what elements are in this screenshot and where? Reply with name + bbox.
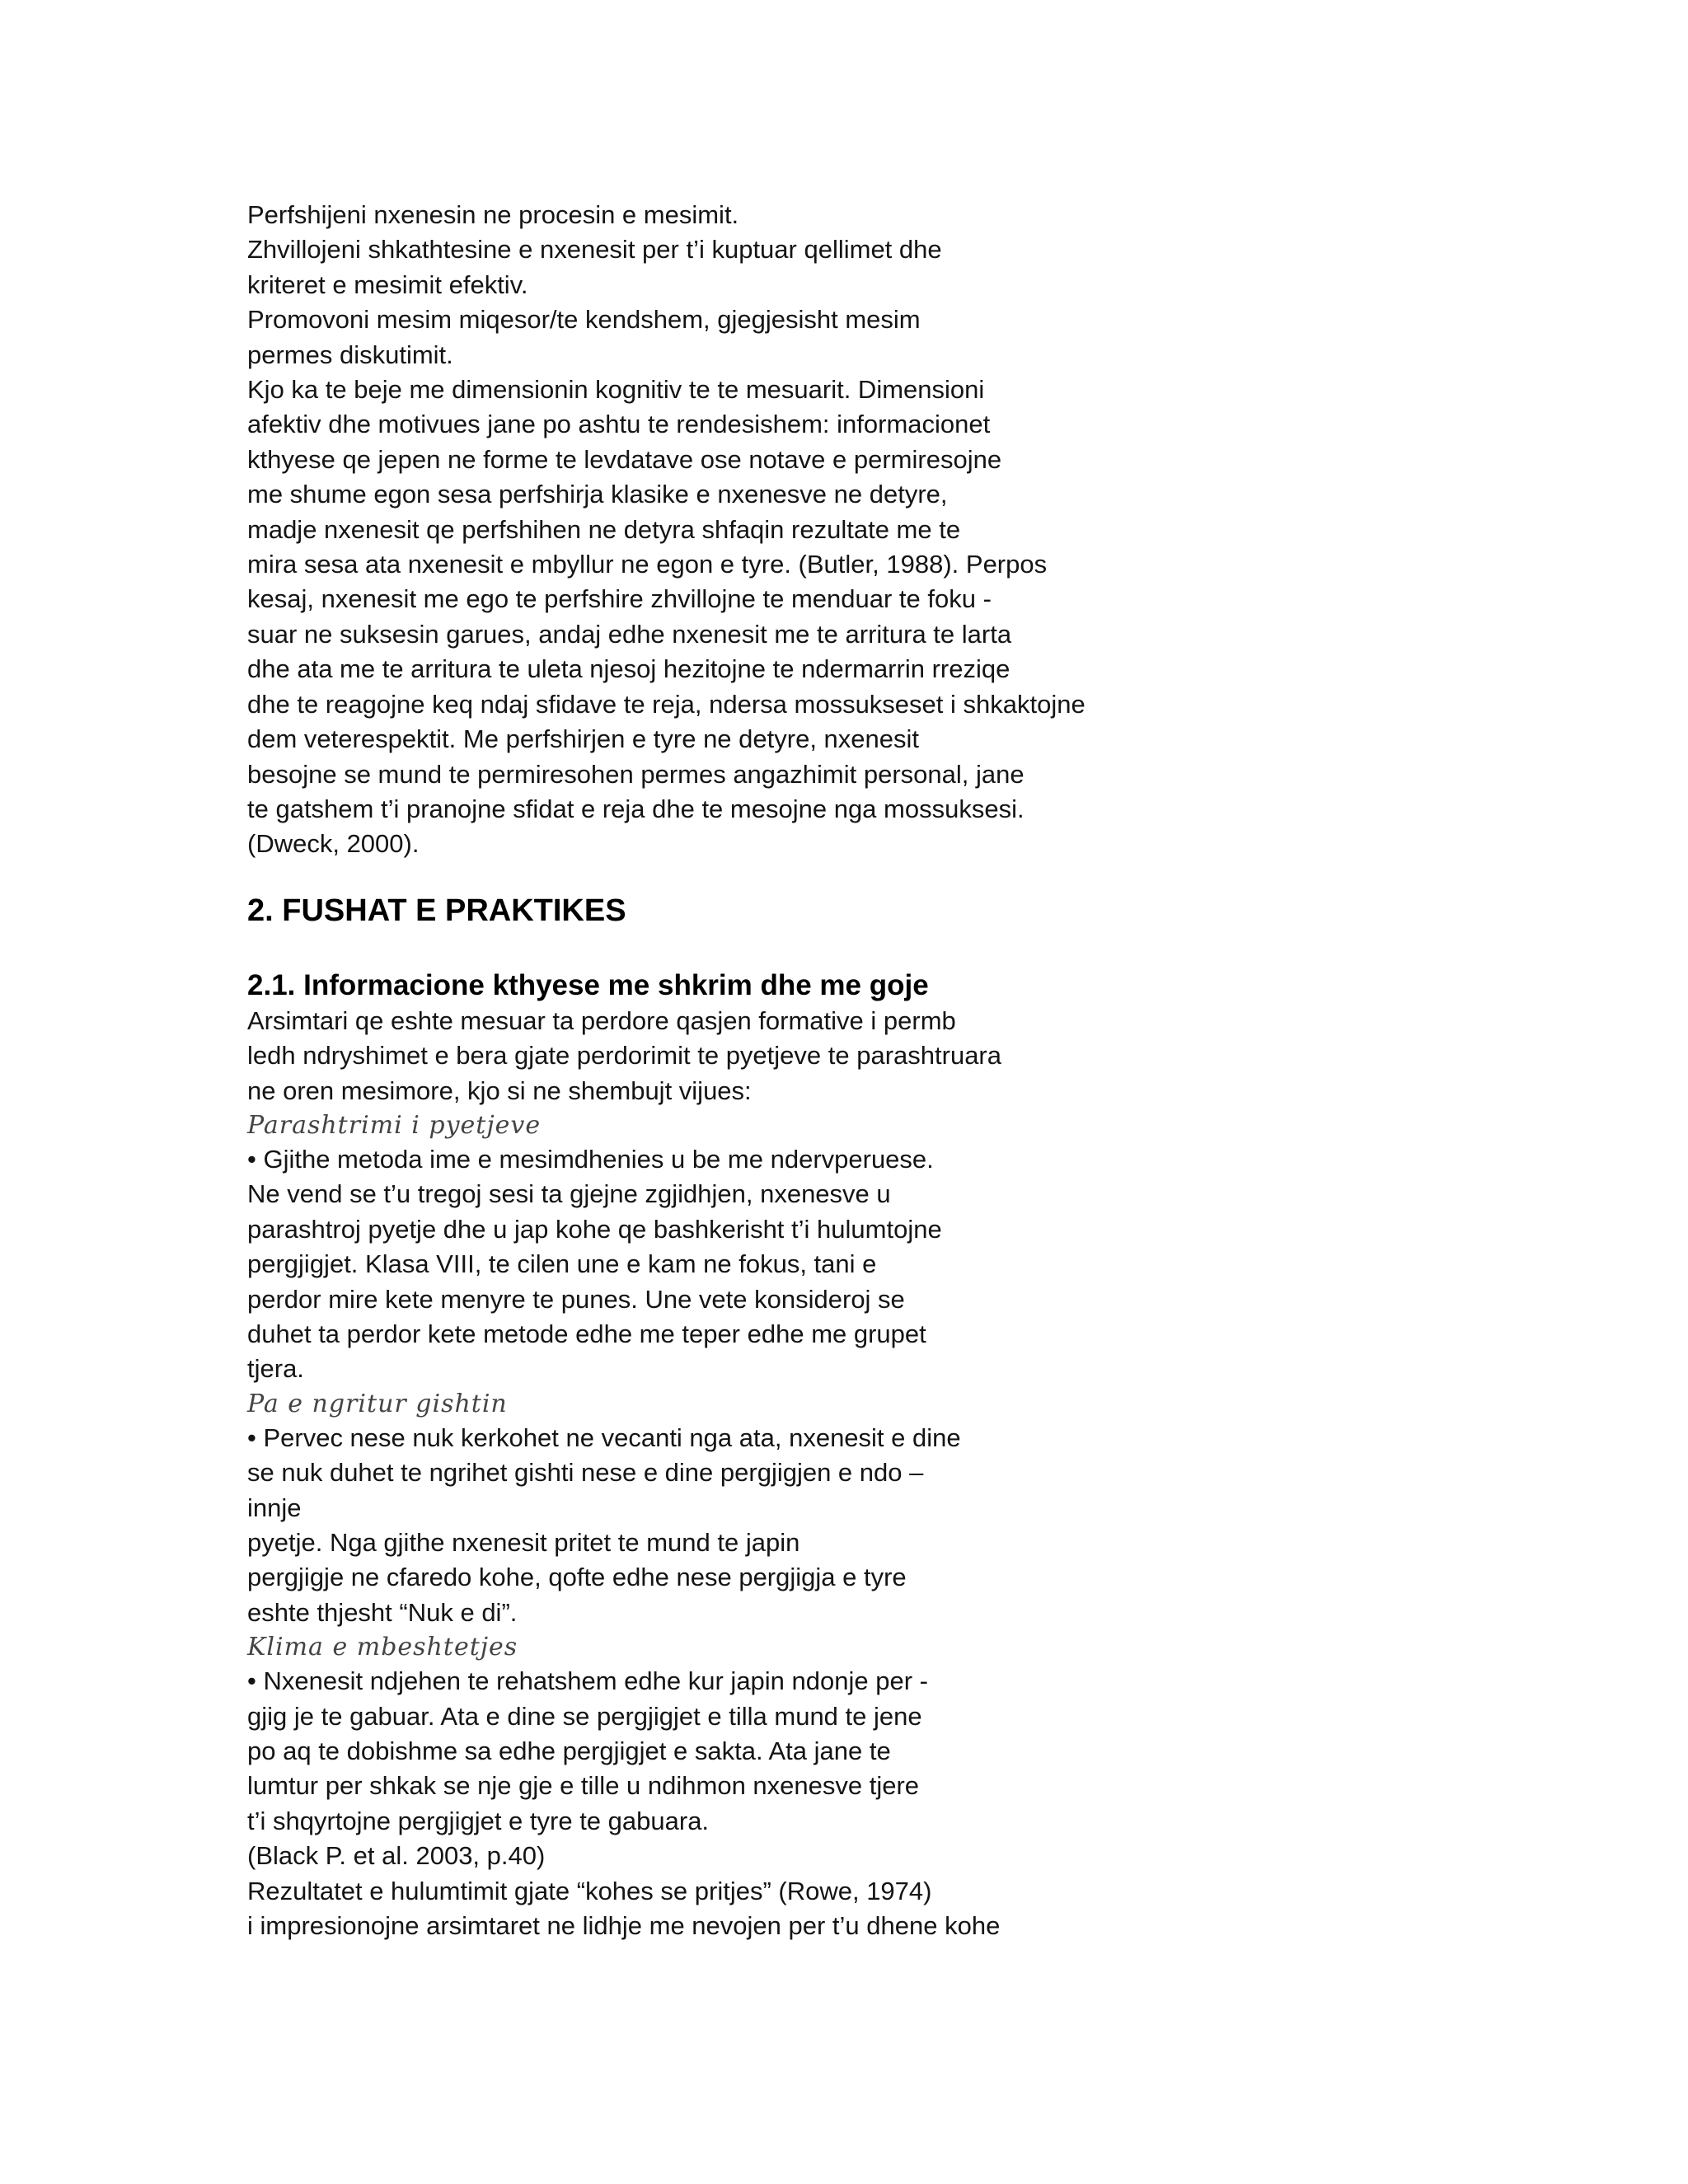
text-line: Rezultatet e hulumtimit gjate “kohes se pritjes” (Rowe, 1974) (247, 1876, 932, 1905)
text-line: pergjigje ne cfaredo kohe, qofte edhe nese pergjigja e tyre (247, 1563, 907, 1592)
section-heading: 2. FUSHAT E PRAKTIKES (247, 893, 626, 928)
text-line: dhe te reagojne keq ndaj sfidave te reja, ndersa mossukseset i shkaktojne (247, 689, 1085, 719)
text-line: permes diskutimit. (247, 340, 453, 369)
text-line: innje (247, 1493, 302, 1522)
quote-block-1 (247, 1142, 1533, 1387)
text-line: suar ne suksesin garues, andaj edhe nxenesit me te arritura te larta (247, 619, 1012, 649)
text-line: besojne se mund te permiresohen permes angazhimit personal, jane (247, 759, 1025, 789)
text-line: Kjo ka te beje me dimensionin kognitiv te te mesuarit. Dimensioni (247, 375, 985, 405)
text-line: ne oren mesimore, kjo si ne shembujt vijues: (247, 1076, 752, 1105)
text-line: Ne vend se t’u tregoj sesi ta gjejne zgjidhjen, nxenesve u (247, 1179, 891, 1209)
text-line: kesaj, nxenesit me ego te perfshire zhvillojne te menduar te foku - (247, 584, 992, 614)
intro-paragraph (247, 1004, 1533, 1108)
text-line: gjig je te gabuar. Ata e dine se pergjigjet e tilla mund te jene (247, 1701, 922, 1731)
text-line: afektiv dhe motivues jane po ashtu te rendesishem: informacionet (247, 410, 991, 439)
subheading-klima-mbeshtetjes: Klima e mbeshtetjes (247, 1633, 518, 1662)
quote-block-3 (247, 1664, 1533, 1943)
text-line: (Black P. et al. 2003, p.40) (247, 1841, 546, 1871)
text-line: • Gjithe metoda ime e mesimdhenies u be me ndervperuese. (247, 1144, 934, 1174)
text-line: Arsimtari qe eshte mesuar ta perdore qasjen formative i permb (247, 1005, 956, 1035)
text-line: (Dweck, 2000). (247, 829, 420, 859)
text-line: ledh ndryshimet e bera gjate perdorimit te pyetjeve te parashtruara (247, 1041, 1001, 1071)
text-line: perdor mire kete menyre te punes. Une vete konsideroj se (247, 1284, 905, 1314)
text-line: lumtur per shkak se nje gje e tille u ndihmon nxenesve tjere (247, 1771, 920, 1801)
page-content (247, 198, 1533, 1943)
text-line: • Pervec nese nuk kerkohet ne vecanti nga ata, nxenesit e dine (247, 1422, 961, 1452)
text-line: tjera. (247, 1354, 304, 1384)
text-line: dem veterespektit. Me perfshirjen e tyre ne detyre, nxenesit (247, 724, 920, 754)
subheading-pa-ngritur-gishtin: Pa e ngritur gishtin (247, 1389, 508, 1418)
text-line: kthyese qe jepen ne forme te levdatave ose notave e permiresojne (247, 444, 1002, 474)
text-line: Perfshijeni nxenesin ne procesin e mesimit. (247, 200, 739, 229)
text-line: • Nxenesit ndjehen te rehatshem edhe kur japin ndonje per - (247, 1666, 928, 1696)
text-line: i impresionojne arsimtaret ne lidhje me nevojen per t’u dhene kohe (247, 1911, 1001, 1941)
text-line: te gatshem t’i pranojne sfidat e reja dhe te mesojne nga mossuksesi. (247, 794, 1025, 823)
text-line: Promovoni mesim miqesor/te kendshem, gjegjesisht mesim (247, 305, 921, 335)
text-line: duhet ta perdor kete metode edhe me teper edhe me grupet (247, 1319, 926, 1348)
subheading-parashtrimi: Parashtrimi i pyetjeve (247, 1110, 542, 1140)
text-line: pergjigjet. Klasa VIII, te cilen une e kam ne fokus, tani e (247, 1249, 877, 1279)
text-line: me shume egon sesa perfshirja klasike e nxenesve ne detyre, (247, 480, 948, 509)
text-line: kriteret e mesimit efektiv. (247, 269, 528, 299)
text-line: po aq te dobishme sa edhe pergjigjet e sakta. Ata jane te (247, 1736, 891, 1766)
text-line: madje nxenesit qe perfshihen ne detyra shfaqin rezultate me te (247, 514, 961, 544)
text-line: se nuk duhet te ngrihet gishti nese e dine pergjigjen e ndo – (247, 1458, 924, 1488)
text-line: t’i shqyrtojne pergjigjet e tyre te gabuara. (247, 1806, 710, 1835)
paragraph-1 (247, 198, 1533, 862)
text-line: Zhvillojeni shkathtesine e nxenesit per t’i kuptuar qellimet dhe (247, 235, 942, 265)
text-line: eshte thjesht “Nuk e di”. (247, 1597, 518, 1627)
subsection-heading: 2.1. Informacione kthyese me shkrim dhe me goje (247, 968, 929, 1001)
text-line: mira sesa ata nxenesit e mbyllur ne egon e tyre. (Butler, 1988). Perpos (247, 550, 1048, 579)
text-line: dhe ata me te arritura te uleta njesoj hezitojne te ndermarrin rreziqe (247, 654, 1010, 684)
quote-block-2 (247, 1421, 1533, 1630)
text-line: pyetje. Nga gjithe nxenesit pritet te mund te japin (247, 1528, 800, 1557)
text-line: parashtroj pyetje dhe u jap kohe qe bashkerisht t’i hulumtojne (247, 1214, 942, 1244)
